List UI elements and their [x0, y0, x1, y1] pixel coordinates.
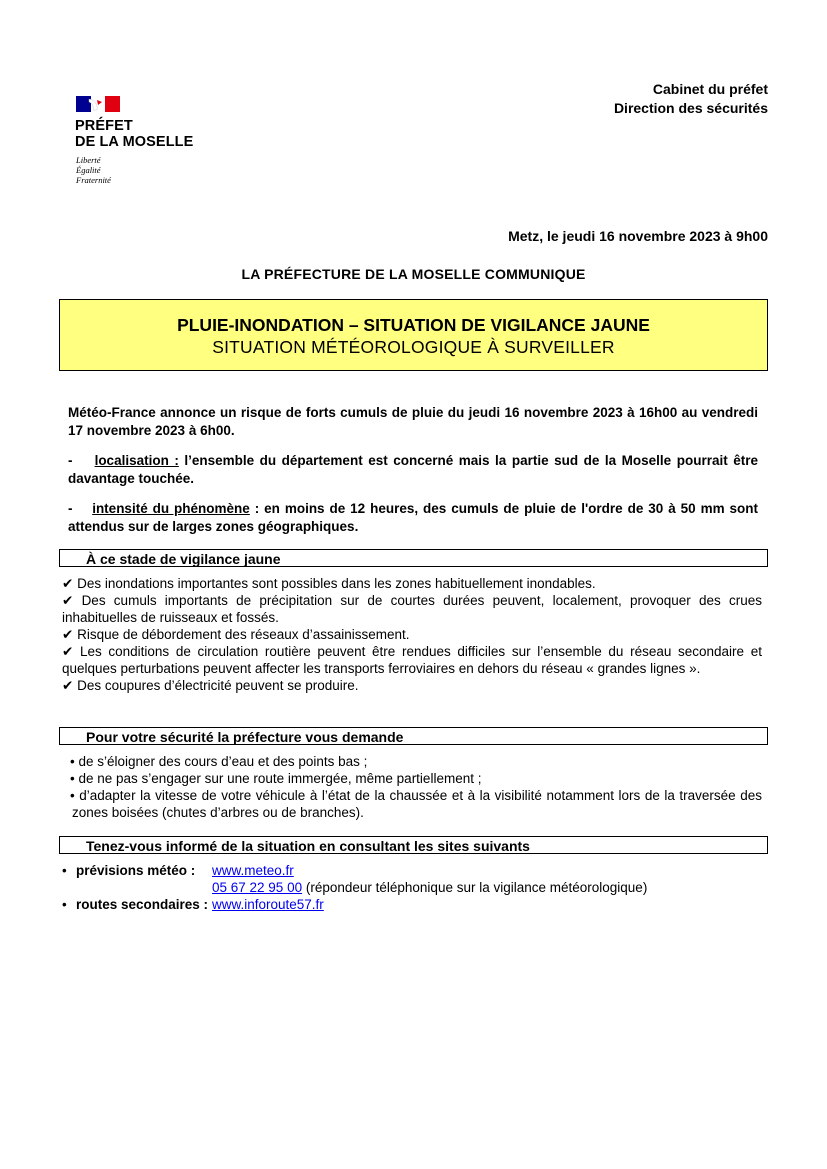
localisation-text: l’ensemble du département est concerné mais la partie sud de la Moselle pourrait être davantage touchée.	[68, 453, 758, 486]
routes-label: routes secondaires :	[76, 897, 209, 912]
logo-line-1: PRÉFET	[75, 118, 133, 134]
motto-liberte: Liberté	[76, 155, 101, 165]
motto-fraternite: Fraternité	[76, 175, 111, 185]
intensite-text: : en moins de 12 heures, des cumuls de pluie de l'ordre de 30 à 50 mm sont attendus sur de larges zones géographiques.	[68, 501, 758, 534]
list-item: • de ne pas s’engager sur une route immergée, même partiellement ;	[70, 771, 482, 786]
bullet-icon: •	[70, 788, 75, 803]
logo-line-2: DE LA MOSELLE	[75, 134, 194, 150]
intensite-paragraph: - intensité du phénomène : en moins de 12 heures, des cumuls de pluie de l'ordre de 30 à 50 mm sont attendus sur de larges zones géographiques.	[68, 501, 758, 534]
cabinet-line: Cabinet du préfet	[652, 81, 768, 97]
intro-text	[68, 404, 758, 548]
bullet-icon: •	[70, 754, 75, 769]
announcement: Météo-France annonce un risque de forts cumuls de pluie du jeudi 16 novembre 2023 à 16h00 au vendredi 17 novembre 2023 à 6h00.	[68, 405, 758, 438]
section-info-heading: Tenez-vous informé de la situation en consultant les sites suivants	[59, 836, 768, 854]
list-item: ✔ Risque de débordement des réseaux d’assainissement.	[62, 627, 410, 642]
check-icon: ✔	[62, 627, 74, 642]
safety-instructions-list	[62, 753, 762, 821]
bullet-icon: •	[62, 863, 67, 878]
bullet-icon: •	[70, 771, 75, 786]
section-safety-heading: Pour votre sécurité la préfecture vous demande	[59, 727, 768, 745]
localisation-paragraph: - localisation : l’ensemble du département est concerné mais la partie sud de la Moselle pourrait être davantage touchée.	[68, 453, 758, 486]
list-item: ✔ Les conditions de circulation routière peuvent être rendues difficiles sur l’ensemble du réseau secondaire et quelques perturbations peuvent affecter les transports ferroviaires en dehors du réseau « grandes lignes ».	[62, 644, 762, 676]
list-item: • d’adapter la vitesse de votre véhicule à l’état de la chaussée et à la visibilité notamment lors de la traversée des zones boisées (chutes d’arbres ou de branches).	[70, 788, 762, 820]
issuing-office	[614, 80, 768, 118]
alert-subtitle: SITUATION MÉTÉOROLOGIQUE À SURVEILLER	[212, 337, 615, 357]
alert-title: PLUIE-INONDATION – SITUATION DE VIGILANCE JAUNE	[177, 315, 650, 335]
list-item: ✔ Des coupures d’électricité peuvent se produire.	[62, 678, 359, 693]
check-icon: ✔	[62, 576, 74, 591]
vigilance-alert-box	[59, 299, 768, 371]
check-icon: ✔	[62, 678, 74, 693]
routes-link[interactable]: www.inforoute57.fr	[212, 897, 324, 912]
list-item: • de s’éloigner des cours d’eau et des points bas ;	[70, 754, 368, 769]
list-item: ✔ Des inondations importantes sont possibles dans les zones habituellement inondables.	[62, 576, 596, 591]
communique-heading: LA PRÉFECTURE DE LA MOSELLE COMMUNIQUE	[241, 266, 586, 282]
meteo-phone-link[interactable]: 05 67 22 95 00	[212, 880, 303, 895]
section-vigilance-heading: À ce stade de vigilance jaune	[59, 549, 768, 567]
bullet-icon: •	[62, 897, 67, 912]
vigilance-consequences-list	[62, 575, 762, 694]
date-line: Metz, le jeudi 16 novembre 2023 à 9h00	[508, 228, 768, 244]
meteo-link[interactable]: www.meteo.fr	[212, 863, 294, 878]
intensite-label: intensité du phénomène	[92, 501, 250, 516]
republic-motto	[76, 155, 111, 185]
meteo-phone-note: (répondeur téléphonique sur la vigilance météorologique)	[302, 880, 648, 895]
marianne-flag-icon	[76, 96, 120, 112]
prefecture-logo-name	[75, 118, 193, 150]
list-item: ✔ Des cumuls importants de précipitation sur de courtes durées peuvent, localement, provoquer des crues inhabituelles de ruisseaux et fossés.	[62, 593, 762, 625]
check-icon: ✔	[62, 593, 74, 608]
motto-egalite: Égalité	[76, 165, 101, 175]
meteo-label: prévisions météo :	[76, 863, 196, 878]
check-icon: ✔	[62, 644, 74, 659]
direction-line: Direction des sécurités	[613, 100, 768, 116]
localisation-label: localisation :	[94, 453, 179, 468]
